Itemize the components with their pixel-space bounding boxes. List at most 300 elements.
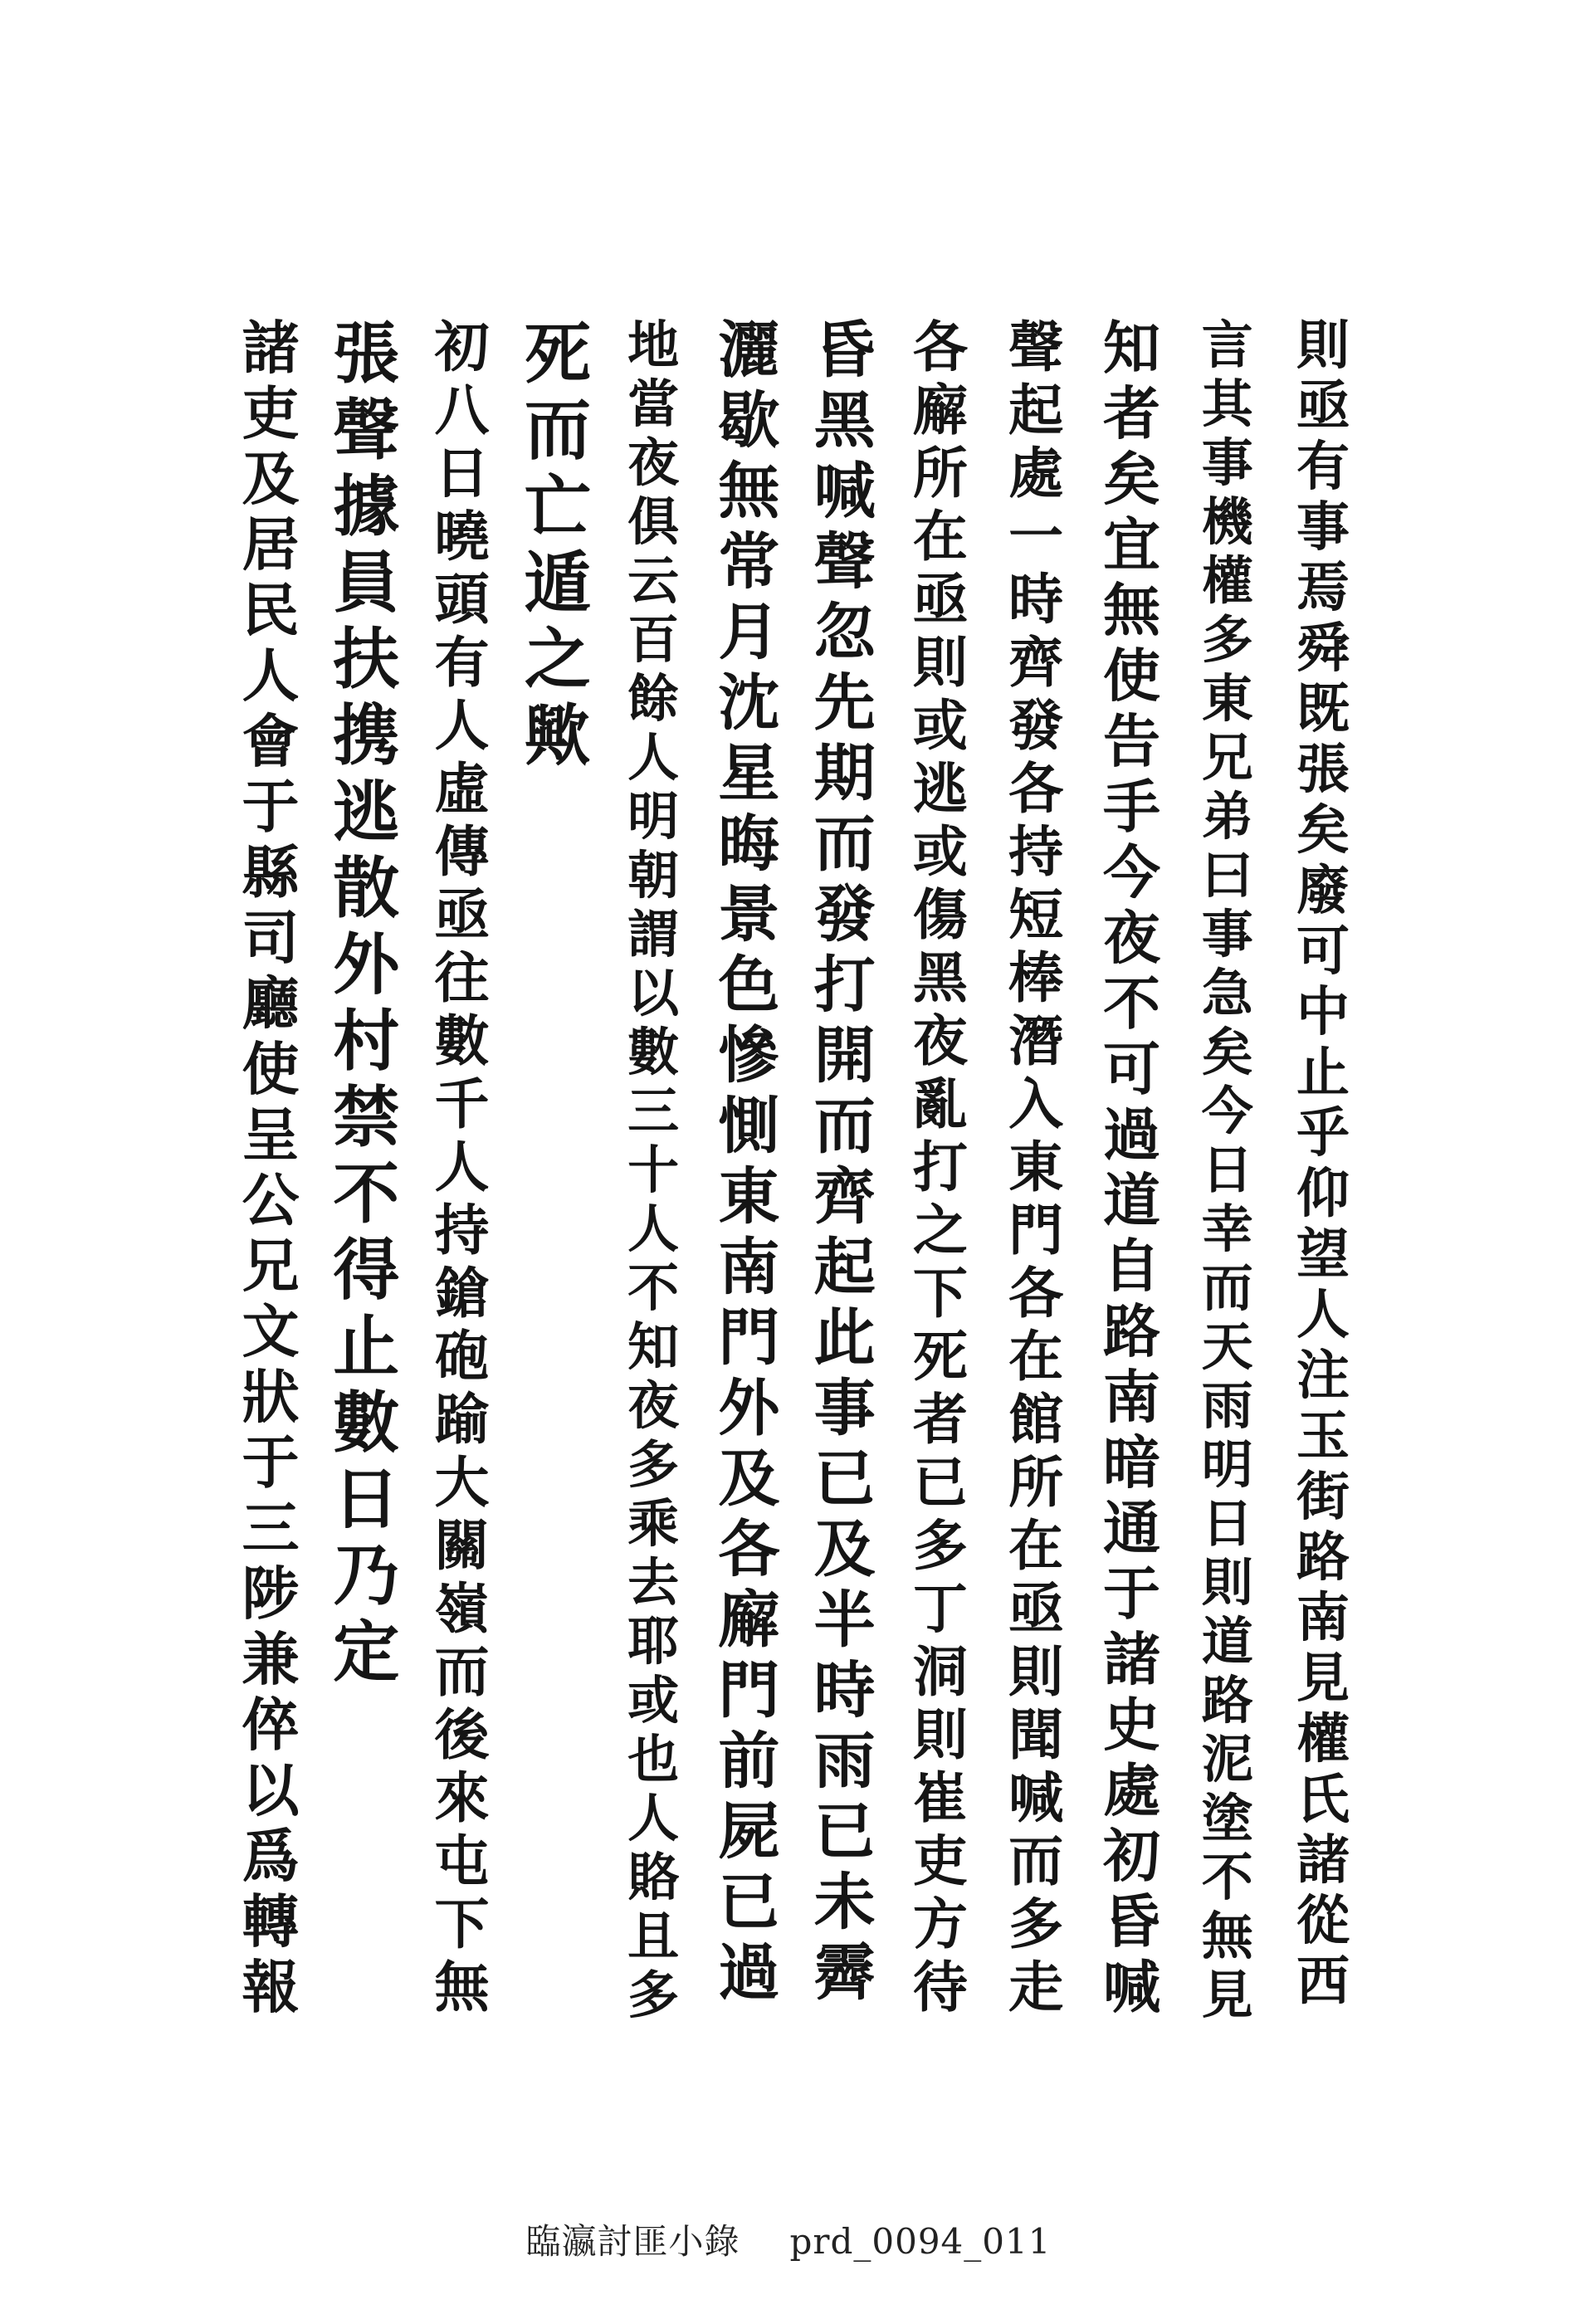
glyph: 色 [718,950,780,1021]
glyph: 多 [627,1434,680,1495]
glyph: 齊 [1008,630,1064,695]
glyph: 携 [333,696,400,774]
glyph: 而 [434,1639,490,1704]
glyph: 起 [1008,378,1064,442]
glyph: 發 [1008,693,1064,758]
glyph: 一 [1008,504,1064,569]
glyph: 慘 [718,1020,780,1091]
glyph: 路 [1296,1526,1350,1589]
glyph: 歇 [718,385,780,456]
glyph: 倅 [242,1692,300,1759]
glyph: 宜 [1102,511,1160,579]
glyph: 兄 [242,1233,300,1300]
glyph: 雨 [813,1726,876,1797]
text-column-8 [615,315,691,2025]
glyph: 各 [912,315,968,379]
glyph: 來 [434,1765,490,1830]
glyph: 不 [1102,970,1160,1038]
glyph: 會 [242,708,300,775]
glyph: 黑 [813,385,876,456]
glyph: 已 [718,1867,780,1938]
glyph: 吏 [912,1828,968,1893]
glyph: 門 [718,1302,780,1374]
text-column-2 [1189,315,1266,2025]
glyph: 齊 [813,1161,876,1233]
glyph: 而 [1201,1257,1253,1318]
glyph: 無 [1201,1906,1253,1966]
glyph: 惻 [718,1091,780,1162]
glyph: 喊 [813,456,876,527]
glyph: 無 [434,1955,490,2019]
glyph: 人 [1296,1284,1350,1346]
glyph: 西 [1296,1950,1350,2013]
glyph: 東 [1201,668,1253,729]
glyph: 明 [627,786,680,847]
glyph: 地 [627,315,680,375]
glyph: 不 [627,1257,680,1318]
footer-id: prd_0094_011 [789,2221,1052,2262]
glyph: 急 [1201,963,1253,1023]
glyph: 權 [1201,550,1253,611]
glyph: 則 [912,1702,968,1767]
glyph: 而 [524,391,591,469]
glyph: 短 [1008,882,1064,947]
glyph: 事 [813,1373,876,1444]
glyph: 起 [813,1232,876,1303]
glyph: 各 [1008,1261,1064,1326]
glyph: 處 [1102,1757,1160,1824]
glyph: 亂 [912,1072,968,1136]
glyph: 忽 [813,597,876,668]
text-column-12 [232,315,309,2025]
glyph: 鎗 [434,1261,490,1326]
glyph: 狀 [242,1364,300,1431]
glyph: 止 [333,1307,400,1385]
glyph: 前 [718,1726,780,1797]
glyph: 自 [1102,1233,1160,1300]
glyph: 喊 [1008,1765,1064,1830]
glyph: 先 [813,667,876,739]
glyph: 及 [813,1514,876,1585]
glyph: 八 [434,378,490,442]
glyph: 各 [718,1514,780,1585]
glyph: 于 [1102,1560,1160,1628]
glyph: 下 [912,1261,968,1326]
glyph: 夜 [627,1375,680,1436]
glyph: 人 [242,642,300,710]
glyph: 已 [912,1450,968,1515]
glyph: 人 [434,693,490,758]
glyph: 機 [1201,491,1253,552]
glyph: 夜 [627,432,680,493]
glyph: 弟 [1201,786,1253,847]
glyph: 及 [718,1443,780,1515]
glyph: 之 [524,620,591,698]
glyph: 兼 [242,1626,300,1693]
glyph: 兄 [1201,727,1253,788]
glyph: 在 [1008,1324,1064,1389]
glyph: 數 [627,1022,680,1082]
glyph: 逃 [912,756,968,821]
glyph: 朝 [627,845,680,906]
glyph: 南 [718,1232,780,1303]
glyph: 外 [333,925,400,1003]
glyph: 所 [1008,1450,1064,1515]
glyph: 大 [434,1450,490,1515]
glyph: 各 [1008,756,1064,821]
glyph: 丁 [912,1576,968,1641]
glyph: 乎 [1296,1102,1350,1164]
glyph: 事 [1201,432,1253,493]
glyph: 塗 [1201,1788,1253,1848]
glyph: 數 [333,1384,400,1462]
glyph: 入 [1008,1072,1064,1136]
glyph: 既 [1296,678,1350,740]
glyph: 于 [242,774,300,841]
glyph: 黑 [912,945,968,1010]
glyph: 及 [242,446,300,513]
glyph: 十 [627,1140,680,1200]
glyph: 可 [1296,920,1350,983]
glyph: 期 [813,738,876,809]
glyph: 在 [912,504,968,569]
glyph: 者 [912,1387,968,1452]
glyph: 三 [627,1081,680,1141]
glyph: 廨 [912,378,968,442]
glyph: 走 [1008,1955,1064,2019]
glyph: 司 [242,905,300,972]
glyph: 文 [242,1298,300,1365]
glyph: 頭 [434,567,490,632]
glyph: 去 [627,1552,680,1613]
glyph: 吏 [242,380,300,447]
glyph: 路 [1201,1670,1253,1731]
glyph: 發 [813,879,876,950]
text-column-6 [807,315,883,2025]
glyph: 仰 [1296,1163,1350,1225]
glyph: 初 [1102,1823,1160,1890]
glyph: 報 [242,1954,300,2021]
glyph: 日 [1201,1140,1253,1200]
glyph: 屍 [718,1796,780,1868]
glyph: 門 [1008,1198,1064,1262]
glyph: 散 [333,849,400,927]
glyph: 路 [1102,1298,1160,1365]
glyph: 踰 [434,1387,490,1452]
glyph: 無 [1102,577,1160,644]
glyph: 張 [333,315,400,393]
glyph: 人 [627,727,680,788]
glyph: 傷 [912,882,968,947]
footer-title: 臨瀛討匪小錄 [525,2221,740,2262]
glyph: 諸 [1102,1626,1160,1693]
glyph: 館 [1008,1387,1064,1452]
glyph: 在 [1008,1513,1064,1578]
glyph: 矣 [1201,1022,1253,1082]
glyph: 耶 [627,1611,680,1672]
glyph: 未 [813,1867,876,1938]
glyph: 屯 [434,1828,490,1893]
glyph: 洞 [912,1639,968,1704]
glyph: 持 [1008,819,1064,884]
glyph: 三 [242,1495,300,1562]
glyph: 注 [1296,1345,1350,1407]
glyph: 云 [627,550,680,611]
glyph: 多 [1201,609,1253,670]
glyph: 事 [1296,496,1350,559]
glyph: 據 [333,467,400,545]
glyph: 禁 [333,1078,400,1156]
glyph: 乃 [333,1536,400,1614]
glyph: 已 [813,1796,876,1868]
glyph: 多 [627,1965,680,2025]
glyph: 日 [1201,1493,1253,1554]
glyph: 晦 [718,808,780,880]
glyph: 從 [1296,1890,1350,1952]
glyph: 曰 [1201,845,1253,906]
text-column-7 [710,315,787,2025]
text-column-3 [1093,315,1169,2025]
glyph: 嶺 [434,1576,490,1641]
glyph: 當 [627,374,680,434]
glyph: 謂 [627,904,680,964]
glyph: 虛 [434,756,490,821]
glyph: 得 [333,1231,400,1309]
glyph: 無 [718,456,780,527]
glyph: 亟 [1008,1576,1064,1641]
glyph: 知 [627,1316,680,1377]
glyph: 昏 [1102,1888,1160,1955]
glyph: 亟 [1296,375,1350,437]
glyph: 東 [718,1161,780,1233]
glyph: 過 [1102,1101,1160,1169]
glyph: 扶 [333,620,400,698]
glyph: 傳 [434,819,490,884]
glyph: 爲 [242,1823,300,1890]
glyph: 則 [1201,1552,1253,1613]
glyph: 東 [1008,1135,1064,1199]
glyph: 陟 [242,1560,300,1628]
glyph: 持 [434,1198,490,1262]
glyph: 也 [627,1729,680,1789]
glyph: 幸 [1201,1199,1253,1259]
text-column-11 [328,315,404,2025]
glyph: 氏 [1296,1769,1350,1831]
glyph: 見 [1201,1965,1253,2025]
glyph: 轉 [242,1888,300,1955]
glyph: 數 [434,1008,490,1073]
glyph: 今 [1201,1081,1253,1141]
text-column-4 [998,315,1074,2025]
glyph: 後 [434,1702,490,1767]
glyph: 今 [1102,839,1160,906]
glyph: 南 [1296,1587,1350,1649]
glyph: 手 [1102,774,1160,841]
glyph: 以 [242,1757,300,1824]
glyph: 有 [1296,436,1350,498]
glyph: 月 [718,597,780,668]
glyph: 歟 [524,696,591,774]
glyph: 景 [718,879,780,950]
glyph: 乘 [627,1493,680,1554]
glyph: 已 [813,1443,876,1515]
glyph: 員 [333,544,400,622]
glyph: 矣 [1102,446,1160,513]
glyph: 往 [434,945,490,1010]
glyph: 止 [1296,1042,1350,1104]
glyph: 霽 [813,1937,876,2009]
glyph: 史 [1102,1692,1160,1759]
glyph: 賂 [627,1847,680,1907]
glyph: 定 [333,1613,400,1691]
glyph: 有 [434,630,490,695]
glyph: 崔 [912,1765,968,1830]
glyph: 明 [1201,1434,1253,1495]
glyph: 沈 [718,667,780,739]
glyph: 聞 [1008,1702,1064,1767]
glyph: 告 [1102,708,1160,775]
glyph: 舜 [1296,618,1350,680]
glyph: 見 [1296,1648,1350,1710]
glyph: 外 [718,1373,780,1444]
glyph: 不 [1201,1847,1253,1907]
vertical-text-block [232,315,1361,2025]
glyph: 喊 [1102,1954,1160,2021]
glyph: 公 [242,1167,300,1234]
glyph: 通 [1102,1495,1160,1562]
glyph: 于 [242,1429,300,1496]
glyph: 棒 [1008,945,1064,1010]
glyph: 天 [1201,1316,1253,1377]
glyph: 居 [242,511,300,579]
glyph: 遁 [524,544,591,622]
glyph: 常 [718,526,780,598]
glyph: 道 [1201,1611,1253,1672]
glyph: 廨 [718,1584,780,1656]
text-column-9 [520,315,596,2025]
glyph: 望 [1296,1223,1350,1286]
glyph: 或 [627,1670,680,1731]
glyph: 半 [813,1584,876,1656]
glyph: 死 [524,315,591,393]
glyph: 關 [434,1513,490,1578]
glyph: 縣 [242,839,300,906]
glyph: 聲 [333,391,400,469]
glyph: 打 [813,950,876,1021]
glyph: 可 [1102,1036,1160,1103]
glyph: 則 [912,630,968,695]
glyph: 灑 [718,315,780,386]
glyph: 所 [912,441,968,505]
glyph: 而 [1008,1828,1064,1893]
glyph: 亟 [434,882,490,947]
glyph: 廢 [1296,860,1350,922]
glyph: 死 [912,1324,968,1389]
glyph: 日 [333,1460,400,1538]
glyph: 而 [813,808,876,880]
glyph: 其 [1201,374,1253,434]
glyph: 聲 [1008,315,1064,379]
glyph: 諸 [242,315,300,382]
glyph: 事 [1201,904,1253,964]
glyph: 南 [1102,1364,1160,1431]
glyph: 日 [434,441,490,505]
glyph: 亡 [524,467,591,545]
glyph: 張 [1296,739,1350,801]
glyph: 處 [1008,441,1064,505]
glyph: 昏 [813,315,876,386]
glyph: 權 [1296,1708,1350,1770]
glyph: 時 [1008,567,1064,632]
glyph: 過 [718,1937,780,2009]
glyph: 暗 [1102,1429,1160,1496]
glyph: 人 [627,1788,680,1848]
glyph: 則 [1296,315,1350,377]
glyph: 人 [627,1199,680,1259]
glyph: 方 [912,1892,968,1956]
glyph: 初 [434,315,490,379]
glyph: 焉 [1296,557,1350,619]
glyph: 之 [912,1198,968,1262]
glyph: 使 [1102,642,1160,710]
glyph: 夜 [912,1008,968,1073]
glyph: 多 [1008,1892,1064,1956]
glyph: 逃 [333,773,400,851]
glyph: 呈 [242,1101,300,1169]
glyph: 者 [1102,380,1160,447]
glyph: 中 [1296,981,1350,1043]
glyph: 下 [434,1892,490,1956]
glyph: 使 [242,1036,300,1103]
glyph: 或 [912,693,968,758]
glyph: 待 [912,1955,968,2019]
glyph: 開 [813,1020,876,1091]
glyph: 時 [813,1655,876,1726]
glyph: 不 [333,1155,400,1233]
page-footer [0,2214,1577,2264]
glyph: 百 [627,609,680,670]
glyph: 泥 [1201,1729,1253,1789]
glyph: 曉 [434,504,490,569]
glyph: 或 [912,819,968,884]
text-column-1 [1285,315,1361,2025]
text-column-5 [902,315,979,2025]
glyph: 夜 [1102,905,1160,972]
glyph: 多 [912,1513,968,1578]
glyph: 星 [718,738,780,809]
glyph: 道 [1102,1167,1160,1234]
glyph: 民 [242,577,300,644]
glyph: 矣 [1296,799,1350,862]
glyph: 門 [718,1655,780,1726]
glyph: 言 [1201,315,1253,375]
glyph: 此 [813,1302,876,1374]
glyph: 雨 [1201,1375,1253,1436]
glyph: 村 [333,1002,400,1080]
glyph: 餘 [627,668,680,729]
glyph: 亟 [912,567,968,632]
glyph: 諸 [1296,1829,1350,1892]
glyph: 聲 [813,526,876,598]
glyph: 知 [1102,315,1160,382]
glyph: 人 [434,1135,490,1199]
glyph: 且 [627,1906,680,1966]
glyph: 以 [627,963,680,1023]
glyph: 玉 [1296,1405,1350,1467]
glyph: 俱 [627,491,680,552]
glyph: 千 [434,1072,490,1136]
glyph: 廳 [242,970,300,1038]
